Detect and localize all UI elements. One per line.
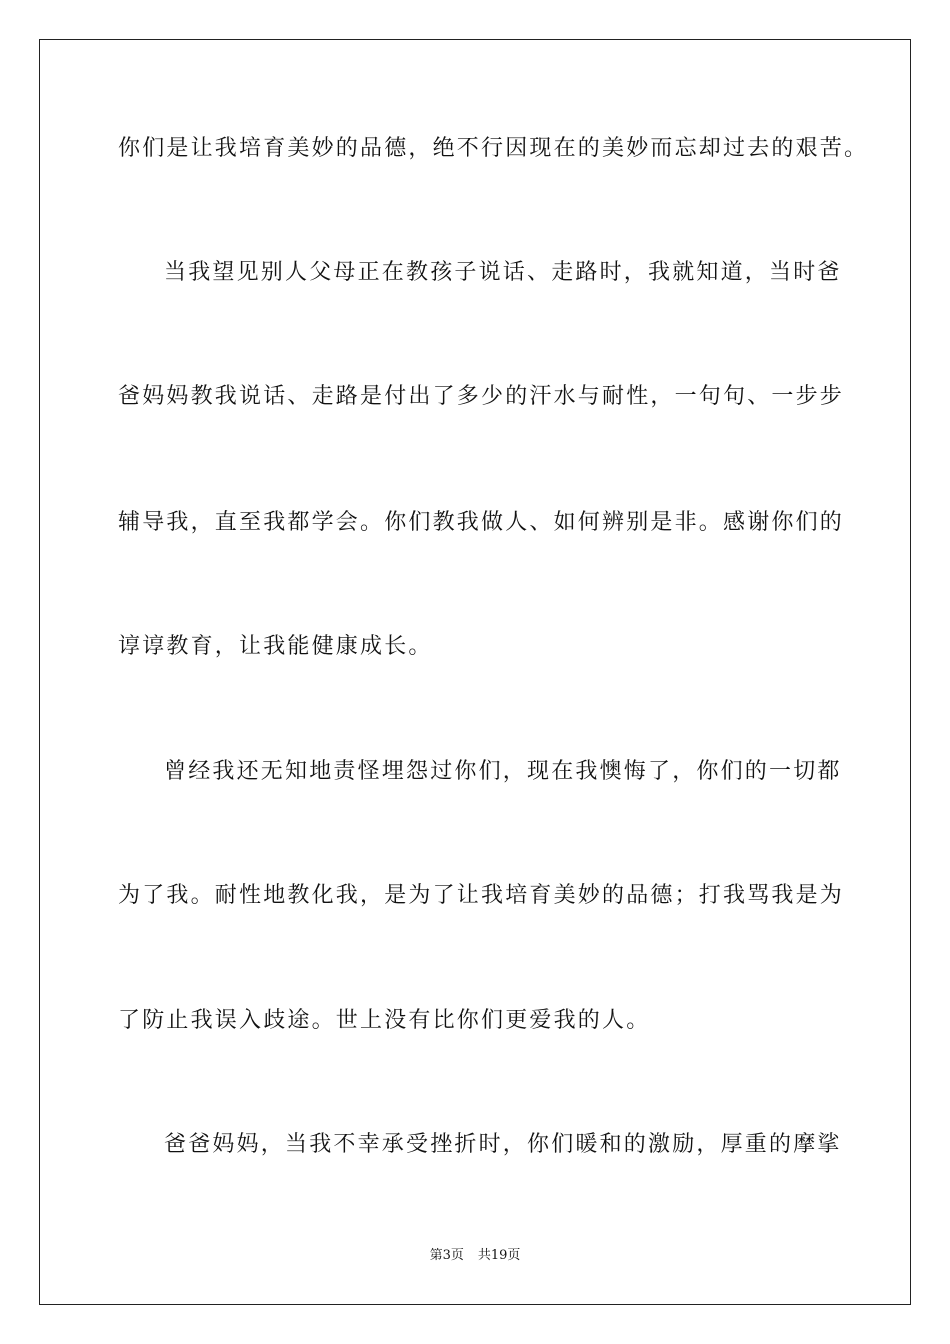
- text-line: 谆谆教育，让我能健康成长。: [118, 634, 433, 659]
- text-line: 辅导我，直至我都学会。你们教我做人、如何辨别是非。感谢你们的: [118, 510, 845, 535]
- total-pages: 共19页: [477, 1248, 521, 1263]
- page-frame: [39, 39, 911, 1305]
- text-line: 了防止我误入歧途。世上没有比你们更爱我的人。: [118, 1008, 651, 1033]
- text-line: 爸妈妈教我说话、走路是付出了多少的汗水与耐性，一句句、一步步: [118, 384, 845, 409]
- page-number: 第3页: [429, 1248, 464, 1263]
- text-line: 爸爸妈妈，当我不幸承受挫折时，你们暖和的激励，厚重的摩挲: [164, 1132, 842, 1157]
- text-line: 为了我。耐性地教化我，是为了让我培育美妙的品德；打我骂我是为: [118, 883, 845, 908]
- text-line: 曾经我还无知地责怪埋怨过你们，现在我懊悔了，你们的一切都: [164, 759, 842, 784]
- text-line: 你们是让我培育美妙的品德，绝不行因现在的美妙而忘却过去的艰苦。: [118, 136, 869, 161]
- text-line: 当我望见别人父母正在教孩子说话、走路时，我就知道，当时爸: [164, 260, 842, 285]
- page-footer: [0, 1247, 950, 1265]
